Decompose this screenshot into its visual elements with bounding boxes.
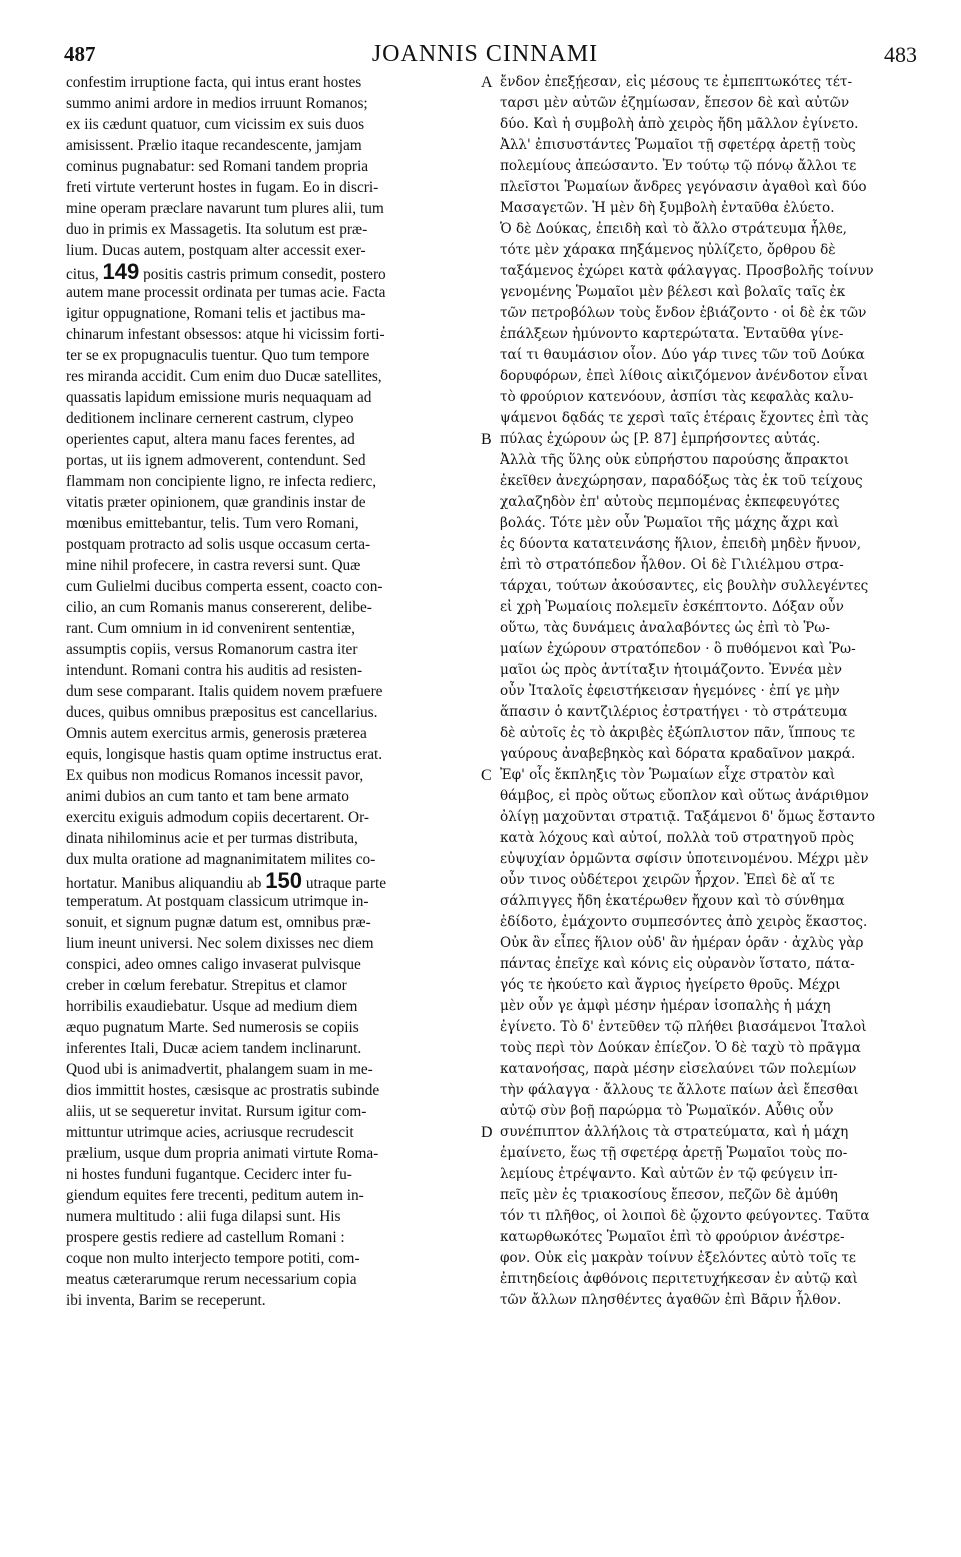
section-marker-a: A	[481, 74, 493, 91]
latin-line	[66, 261, 480, 282]
greek-line: τάρχαι, τούτων ἀκούσαντες, εἰς βουλὴν συλλεγέντες	[500, 578, 869, 594]
latin-line: creber in cœlum ferebatur. Strepitus et clamor	[66, 977, 347, 994]
latin-line: temperatum. At postquam classicum utrimque in-	[66, 893, 369, 910]
greek-line: φον. Οὐκ εἰς μακρὰν τοίνυν ἐξελόντες αὐτὸ τοῖς τε	[500, 1250, 856, 1266]
latin-line: dux multa oratione ad magnanimitatem milites co-	[66, 851, 376, 868]
greek-line: κατωρθωκότες Ῥωμαῖοι ἐπὶ τὸ φρούριον ἀνέστρε-	[500, 1229, 845, 1245]
greek-line: ἔνδον ἐπεξῄεσαν, εἰς μέσους τε ἐμπεπτωκότες τέτ-	[500, 74, 853, 90]
greek-line: δὲ αὐτοῖς ἐς τὸ ἀκριβὲς ἐξώπλιστον πᾶν, ἵππους τε	[500, 725, 856, 741]
latin-line: res miranda accidit. Cum enim duo Ducæ satellites,	[66, 368, 382, 385]
greek-line: ταξάμενος ἐχώρει κατὰ φάλαγγας. Προσβολῆς τοίνυν	[500, 263, 874, 279]
latin-line: intendunt. Romani contra his auditis ad resisten-	[66, 662, 363, 679]
latin-line: flammam non concipiente ligno, re infecta redierc,	[66, 473, 377, 490]
greek-line: εἰ χρὴ Ῥωμαίοις πολεμεῖν ἐσκέπτοντο. Δόξαν οὖν	[500, 599, 844, 615]
left-page-number: 487	[64, 42, 96, 66]
greek-line: συνέπιπτον ἀλλήλοις τὰ στρατεύματα, καὶ ἡ μάχη	[500, 1124, 849, 1140]
greek-line: κατανοήσας, παρὰ μέσην εἰσελαύνει τῶν πολεμίων	[500, 1061, 857, 1077]
latin-line: duces, quibus omnibus præpositus est cancellarius.	[66, 704, 378, 721]
latin-line: ex iis cædunt quatuor, cum vicissim ex suis duos	[66, 116, 365, 133]
latin-line: animi dubios an cum tanto et tam bene armato	[66, 788, 349, 805]
latin-line: duo in primis ex Massagetis. Ita solutum est præ-	[66, 221, 368, 238]
latin-line: coque non multo interjecto tempore potiti, com-	[66, 1250, 360, 1267]
latin-line: assumptis copiis, versus Romanorum castra iter	[66, 641, 358, 658]
latin-line: chinarum infestant obsessos: atque hi vicissim forti-	[66, 326, 385, 343]
greek-line: εὐψυχίαν ὁρμῶντα σφίσιν ὑποτεινομένου. Μέχρι μὲν	[500, 851, 869, 867]
greek-line: μὲν οὖν γε ἀμφὶ μέσην ἡμέραν ἰσοπαλὴς ἡ μάχη	[500, 998, 831, 1014]
greek-line: ὀλίγῃ μαχοῦνται στρατιᾷ. Ταξάμενοι δ' ὅμως ἔσταντο	[500, 809, 876, 825]
latin-line: exercitu exiguis admodum copiis decertarent. Or-	[66, 809, 369, 826]
latin-line: meatus cæterarumque rerum necessarium copia	[66, 1271, 357, 1288]
greek-line: τῶν ἄλλων πλησθέντες ἀγαθῶν ἐπὶ Βᾶριν ἧλθον.	[500, 1292, 842, 1308]
latin-line: ter se ex propugnaculis tuentur. Quo tum tempore	[66, 347, 370, 364]
latin-line: Omnis autem exercitus armis, generosis præterea	[66, 725, 367, 742]
greek-line: σάλπιγγες ἤδη ἑκατέρωθεν ἤχουν καὶ τὸ σύνθημα	[500, 893, 845, 909]
greek-line: χαλαζηδὸν ἐπ' αὐτοὺς πεμπομένας ἐκπεφευγότες	[500, 494, 840, 510]
section-marker-b: B	[481, 431, 492, 448]
section-marker-c: C	[481, 767, 492, 784]
greek-column	[500, 72, 914, 1311]
page-header	[0, 36, 961, 76]
margin-number: 149	[102, 261, 140, 282]
latin-line: cilio, an cum Romanis manus consererent, delibe-	[66, 599, 372, 616]
greek-line: πάντας ἐπεῖχε καὶ κόνις εἰς οὐρανὸν ἵστατο, πάτα-	[500, 956, 855, 972]
latin-line: quassatis lapidum emissione muris nequaquam ad	[66, 389, 372, 406]
greek-line: ἐδίδοτο, ἐμάχοντο συμπεσόντες ἀπὸ χειρὸς ἕκαστος.	[500, 914, 868, 930]
latin-line: prælium, usque dum propria animati virtute Roma-	[66, 1145, 379, 1162]
greek-line: ἐκεῖθεν ἀνεχώρησαν, παραδόξως τὰς ἐκ τοῦ τείχους	[500, 473, 863, 489]
greek-line: τῶν πετροβόλων τοὺς ἔνδον ἐβιάζοντο · οἱ δὲ ἐκ τῶν	[500, 305, 867, 321]
greek-line: γενομένης Ῥωμαῖοι μὲν βέλεσι καὶ βολαῖς ταῖς ἐκ	[500, 284, 846, 300]
latin-line: mine operam præclare navarunt tum plures alii, tum	[66, 200, 384, 217]
greek-line: οὖν Ἰταλοῖς ἐφειστήκεισαν ἡγεμόνες · ἐπί γε μὴν	[500, 683, 840, 699]
greek-line: τότε μὲν χάρακα πηξάμενος ηὐλίζετο, ὄρθρου δὲ	[500, 242, 836, 258]
greek-line: Ὁ δὲ Δούκας, ἐπειδὴ καὶ τὸ ἄλλο στράτευμα ἧλθε,	[500, 221, 847, 237]
latin-line: mittuntur utrimque acies, acriusque recrudescit	[66, 1124, 354, 1141]
greek-line: ἐγίνετο. Τὸ δ' ἐντεῦθεν τῷ πλήθει βιασάμενοι Ἰταλοὶ	[500, 1019, 867, 1035]
latin-line: lium ineunt universi. Nec solem dixisses nec diem	[66, 935, 374, 952]
latin-line-part: citus,	[66, 266, 99, 282]
greek-line: πλεῖστοι Ῥωμαίων ἄνδρες γεγόνασιν ἀγαθοὶ καὶ δύο	[500, 179, 867, 195]
latin-line: mine nihil profecere, in castra reversi sunt. Quæ	[66, 557, 361, 574]
latin-line: mœnibus emittebantur, telis. Tum vero Romani,	[66, 515, 359, 532]
latin-line: dios immittit hostes, cæsisque ac prostratis subinde	[66, 1082, 380, 1099]
greek-line: Οὐκ ἂν εἶπες ἥλιον οὐδ' ἂν ἡμέραν ὁρᾶν · ἀχλὺς γὰρ	[500, 935, 864, 951]
latin-line: vitatis præter opinionem, quæ grandinis instar de	[66, 494, 366, 511]
latin-line: cominus pugnabatur: sed Romani tandem propria	[66, 158, 369, 175]
latin-line: deditionem inclinare cernerent castrum, clypeo	[66, 410, 354, 427]
greek-line: ψάμενοι δᾳδάς τε χερσὶ ταῖς ἑτέραις ἔχοντες ἐπὶ τὰς	[500, 410, 869, 426]
section-marker-d: D	[481, 1124, 493, 1141]
greek-line: κατὰ λόχους καὶ αὐτοί, πολλὰ τοῦ στρατηγοῦ πρὸς	[500, 830, 854, 846]
latin-line: lium. Ducas autem, postquam alter accessit exer-	[66, 242, 366, 259]
latin-column	[66, 72, 480, 1311]
greek-line: ἐπάλξεων ἠμύνοντο καρτερώτατα. Ἐνταῦθα γίνε-	[500, 326, 844, 342]
greek-line: λεμίους ἐτρέψαντο. Καὶ αὐτῶν ἐν τῷ φεύγειν ἱπ-	[500, 1166, 838, 1182]
greek-line: πεῖς μὲν ἐς τριακοσίους ἔπεσον, πεζῶν δὲ ἀμύθη	[500, 1187, 838, 1203]
greek-line: ἐπὶ τὸ στρατόπεδον ἧλθον. Οἱ δὲ Γιλιέλμου στρα-	[500, 557, 844, 573]
latin-line: ibi inventa, Barim se receperunt.	[66, 1292, 266, 1309]
latin-line-part: positis castris primum consedit, postero	[143, 266, 386, 282]
greek-line: μαῖοι ὡς πρὸς ἀντίταξιν ἡτοιμάζοντο. Ἐννέα μὲν	[500, 662, 843, 678]
latin-line: operientes caput, altera manu faces ferentes, ad	[66, 431, 355, 448]
latin-line-part: utraque parte	[305, 875, 387, 891]
greek-line: Ἀλλὰ τῆς ὕλης οὐκ εὐπρήστου παρούσης ἄπρακτοι	[500, 452, 850, 468]
greek-line: τὴν φάλαγγα · ἄλλους τε ἄλλοτε παίων ἀεὶ ἔπεσθαι	[500, 1082, 859, 1098]
latin-line: equis, longisque hastis quam optime instructus erat.	[66, 746, 383, 763]
greek-line: πολεμίους ἀπεώσαντο. Ἐν τούτῳ τῷ πόνῳ ἄλλοι τε	[500, 158, 857, 174]
latin-line: cum Gulielmi ducibus comperta essent, coacto con-	[66, 578, 383, 595]
latin-line: Quod ubi is animadvertit, phalangem suam in me-	[66, 1061, 373, 1078]
greek-line: γός τε ἠκούετο καὶ ἄγριος ἠγείρετο θροῦς. Μέχρι	[500, 977, 841, 993]
latin-line: aliis, ut se sequeretur invitat. Rursum igitur com-	[66, 1103, 367, 1120]
latin-line: freti virtute verterunt hostes in fugam. Eo in discri-	[66, 179, 379, 196]
greek-line: Ἀλλ' ἐπισυστάντες Ῥωμαῖοι τῇ σφετέρᾳ ἀρετῇ τοὺς	[500, 137, 856, 153]
greek-line: δορυφόρων, ἐπεὶ λίθοις αἰκιζόμενον ἀνένδοτον εἶναι	[500, 368, 869, 384]
greek-line: βολάς. Τότε μὲν οὖν Ῥωμαῖοι τῆς μάχης ἄχρι καὶ	[500, 515, 839, 531]
running-title: JOANNIS CINNAMI	[371, 41, 599, 67]
latin-line: giendum equites fere trecenti, peditum autem in-	[66, 1187, 364, 1204]
latin-line: conspici, adeo omnes caligo invaserat pulvisque	[66, 956, 361, 973]
latin-line	[66, 870, 480, 891]
latin-line: postquam protracto ad solis usque occasum certa-	[66, 536, 371, 553]
greek-line: τὸ φρούριον κατενόουν, ἀσπίσι τὰς κεφαλὰς καλυ-	[500, 389, 854, 405]
latin-line: inferentes Itali, Ducæ aciem tandem inclinarunt.	[66, 1040, 362, 1057]
greek-line: μαίων ἐχώρουν στρατόπεδον · ὃ πυθόμενοι καὶ Ῥω-	[500, 641, 856, 657]
latin-line: Ex quibus non modicus Romanos incessit pavor,	[66, 767, 364, 784]
margin-number: 150	[265, 870, 302, 891]
latin-line: prospere gestis rediere ad castellum Romani :	[66, 1229, 345, 1246]
greek-line: ταί τι θαυμάσιον οἷον. Δύο γάρ τινες τῶν τοῦ Δούκα	[500, 347, 865, 363]
latin-line: dum sese comparant. Italis quidem novem præfuere	[66, 683, 383, 700]
latin-line: portas, ut iis ignem admoverent, contendunt. Sed	[66, 452, 366, 469]
greek-line: οὕτω, τὰς δυνάμεις ἀναλαβόντες ὡς ἐπὶ τὸ Ῥω-	[500, 620, 830, 636]
latin-line-part: hortatur. Manibus aliquandiu ab	[66, 875, 262, 891]
greek-line: οὖν τινος οὐδέτεροι χειρῶν ἦρχον. Ἐπεὶ δὲ αἵ τε	[500, 872, 835, 888]
latin-line: summo animi ardore in medios irruunt Romanos;	[66, 95, 368, 112]
greek-line: δύο. Καὶ ἡ συμβολὴ ἀπὸ χειρὸς ἤδη μᾶλλον ἐγίνετο.	[500, 116, 859, 132]
latin-line: amisissent. Prælio itaque recandescente, jamjam	[66, 137, 362, 154]
latin-line: sonuit, et signum pugnæ datum est, omnibus præ-	[66, 914, 371, 931]
latin-line: numera multitudo : alii fuga dilapsi sunt. His	[66, 1208, 341, 1225]
greek-line: ἐμαίνετο, ἕως τῇ σφετέρᾳ ἀρετῇ Ῥωμαῖοι τοὺς πο-	[500, 1145, 848, 1161]
greek-line: γαύρους ἀναβεβηκὸς καὶ δόρατα κραδαῖνον μακρά.	[500, 746, 856, 762]
greek-line: πύλας ἐχώρουν ὡς [P. 87] ἐμπρήσοντες αὐτάς.	[500, 431, 821, 447]
greek-line: τοὺς περὶ τὸν Δούκαν ἐπίεζον. Ὁ δὲ ταχὺ τὸ πρᾶγμα	[500, 1040, 861, 1056]
greek-line: ἐπιτηδείοις ἀφθόνοις περιτετυχήκεσαν ἐν αὐτῷ καὶ	[500, 1271, 858, 1287]
greek-line: Ἐφ' οἷς ἔκπληξις τὸν Ῥωμαίων εἶχε στρατὸν καὶ	[500, 767, 836, 783]
latin-line: horribilis exaudiebatur. Usque ad medium diem	[66, 998, 358, 1015]
latin-line: dinata nihilominus acie et per turmas distributa,	[66, 830, 358, 847]
latin-line: rant. Cum omnium in id convenirent sententiæ,	[66, 620, 355, 637]
latin-line: igitur oppugnatione, Romani telis et jactibus ma-	[66, 305, 366, 322]
latin-line: autem mane processit ordinata per tumas acie. Facta	[66, 284, 386, 301]
greek-line: ἅπασιν ὁ καντζιλέριος ἐστρατήγει · τὸ στράτευμα	[500, 704, 848, 720]
greek-line: ταρσι μὲν αὐτῶν ἐζημίωσαν, ἔπεσον δὲ καὶ αὐτῶν	[500, 95, 850, 111]
latin-line: ni hostes funduni fugantque. Ceciderc inter fu-	[66, 1166, 352, 1183]
greek-line: τόν τι πλῆθος, οἱ λοιποὶ δὲ ᾤχοντο φεύγοντες. Ταῦτα	[500, 1208, 870, 1224]
latin-line: æquo pugnatum Marte. Sed numerosis se copiis	[66, 1019, 359, 1036]
greek-line: Μασαγετῶν. Ἡ μὲν δὴ ξυμβολὴ ἐνταῦθα ἐλύετο.	[500, 200, 835, 216]
greek-line: αὐτῷ σὺν βοῇ παρώρμα τὸ Ῥωμαϊκόν. Αὖθις οὖν	[500, 1103, 834, 1119]
latin-line: confestim irruptione facta, qui intus erant hostes	[66, 74, 362, 91]
right-page-number: 483	[884, 42, 917, 67]
greek-line: θάμβος, εἰ πρὸς οὕτως εὔοπλον καὶ οὕτως ἀνάριθμον	[500, 788, 869, 804]
greek-line: ἐς δύοντα κατατεινάσης ἥλιον, ἐπειδὴ μηδὲν ἤνυον,	[500, 536, 862, 552]
